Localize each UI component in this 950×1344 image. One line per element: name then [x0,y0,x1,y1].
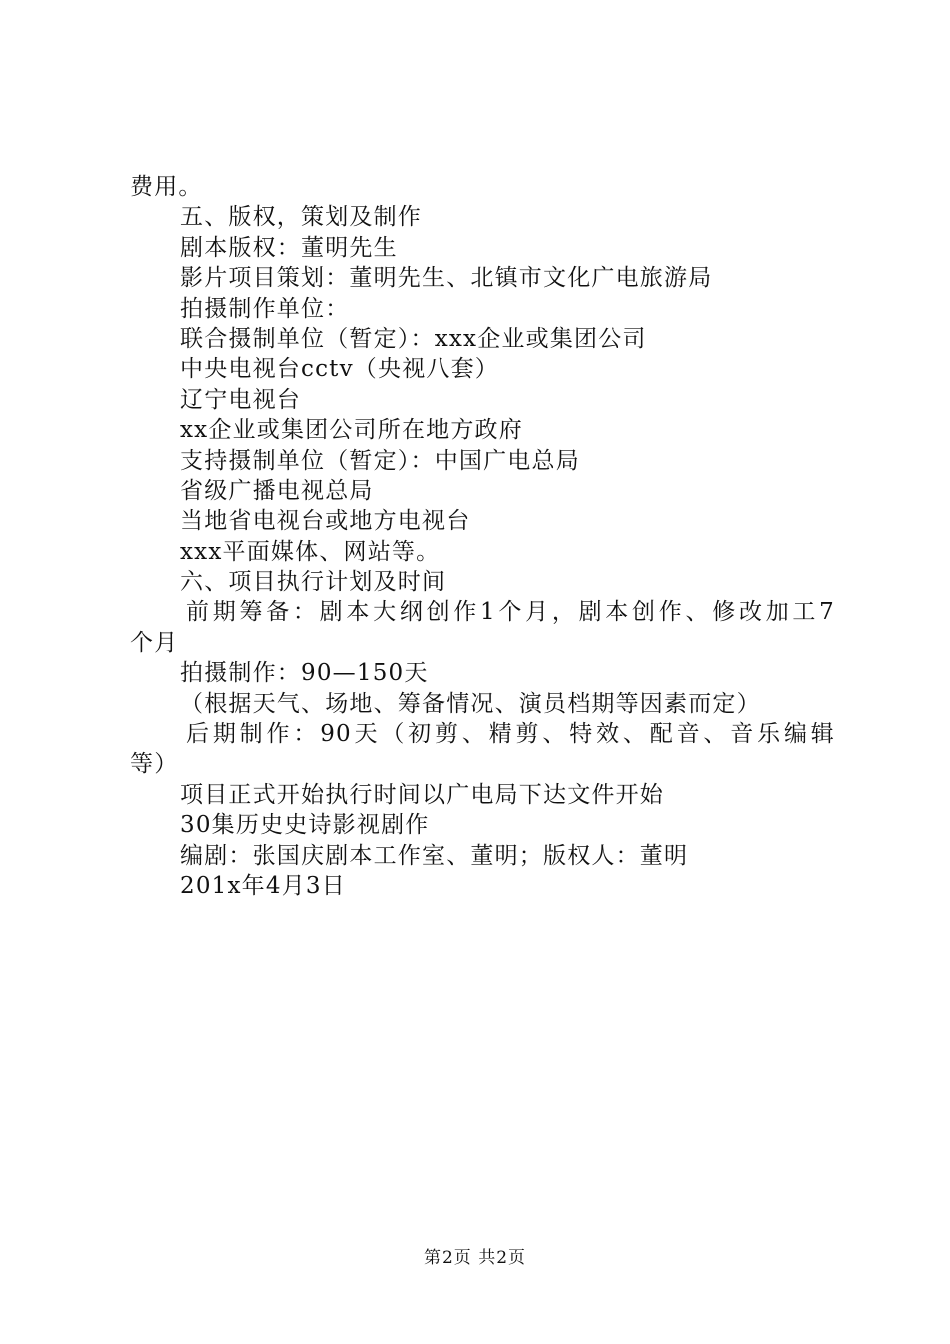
text-line: 影片项目策划：董明先生、北镇市文化广电旅游局 [180,265,713,292]
text-line: 中央电视台cctv（央视八套） [180,356,499,383]
section-heading-schedule: 六、项目执行计划及时间 [180,569,447,596]
page-number-footer: 第2页 共2页 [423,1248,527,1268]
document-body [130,172,835,901]
text-line: xxx平面媒体、网站等。 [180,538,441,565]
text-line: 30集历史史诗影视剧作 [180,812,430,839]
text-line: 等） [130,751,179,778]
text-line: 拍摄制作：90—150天 [180,660,429,687]
text-line: （根据天气、场地、筹备情况、演员档期等因素而定） [180,690,761,717]
text-line: 项目正式开始执行时间以广电局下达文件开始 [180,781,664,808]
text-line: 个月 [130,629,179,656]
text-line: 剧本版权：董明先生 [180,234,398,261]
text-line: 费用。 [130,174,203,200]
text-line: 拍摄制作单位： [180,295,350,322]
text-line: 支持摄制单位（暂定）：中国广电总局 [180,447,580,474]
text-line: 后期制作：90天（初剪、精剪、特效、配音、音乐编辑 [186,721,835,748]
text-line: 编剧：张国庆剧本工作室、董明；版权人：董明 [180,842,689,869]
text-line: 201x年4月3日 [180,872,346,899]
text-line: 当地省电视台或地方电视台 [180,508,471,535]
text-line: xx企业或集团公司所在地方政府 [180,417,523,444]
text-line: 前期筹备：剧本大纲创作1个月，剧本创作、修改加工7 [186,599,835,626]
section-heading-copyright: 五、版权，策划及制作 [180,204,422,231]
text-line: 联合摄制单位（暂定）：xxx企业或集团公司 [180,325,647,352]
text-line: 省级广播电视总局 [180,477,374,504]
text-line: 辽宁电视台 [180,386,301,413]
